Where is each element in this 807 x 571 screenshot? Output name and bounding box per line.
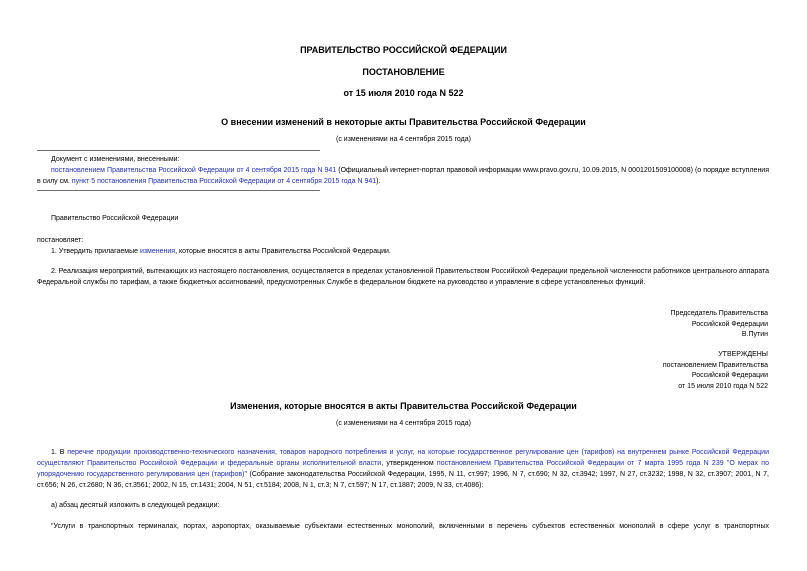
link-price-regulation-list[interactable]: перечне продукции производственно-технического назначения, товаров народного потребления и услуг, на которые государственное регулирование цен (тарифов) на внутреннем рынке Российской Федерации осуществляют Правительство Российской Федерации и федеральные органы исполнительной власти [37, 449, 769, 467]
header-decree: ПОСТАНОВЛЕНИЕ [362, 67, 445, 77]
changes-text-1: (Официальный интернет-портал правовой информации www.pravo.gov.ru, 10.09.2015, N 0001201509100008) (о порядке вступления в силу см. [37, 167, 770, 185]
approved-line-1: УТВЕРЖДЕНЫ [718, 351, 768, 358]
header-date: от 15 июля 2010 года N 522 [343, 88, 464, 98]
link-decree-941[interactable]: постановлением Правительства Российской Федерации от 4 сентября 2015 года N 941 [51, 167, 337, 174]
approved-block [663, 350, 768, 392]
changes-intro: Документ с изменениями, внесенными: [51, 156, 180, 163]
header-government: ПРАВИТЕЛЬСТВО РОССИЙСКОЙ ФЕДЕРАЦИИ [300, 45, 507, 55]
section-item-1: 1. В перечне продукции производственно-технического назначения, товаров народного потребления и услуг, на которые государственное регулирование цен (тарифов) на внутреннем рынке Российской Федерации осуществляют Правительство Российской Федерации и федеральные органы исполнительной власти, утвержденном постановлением Правительства Российской Федерации от 7 марта 1995 года N 239 "О мерах по упорядочению государственного регулирования цен (тарифов)" (Собрание законодательства Российской Федерации, 1995, N 11, ст.997; 1996, N 7, ст.690; N 32, ст.3942; 1997, N 27, ст.3232; 1998, N 32, ст.3907; 2001, N 7, ст.656; N 26, ст.2680; N 36, ст.3561; 2002, N 15, ст.1431; 2004, N 51, ст.5184; 2008, N 1, ст.3; N 7, ст.597; N 17, ст.1887; 2009, N 33, ст.4086): [37, 449, 769, 489]
link-changes[interactable]: изменения [139, 248, 176, 255]
signature-block [671, 309, 768, 341]
approved-line-4: от 15 июля 2010 года N 522 [678, 382, 768, 390]
decides-line: постановляет: [37, 237, 84, 244]
signature-line-2: Российской Федерации [691, 320, 768, 328]
government-line: Правительство Российской Федерации [51, 215, 179, 222]
divider-bottom [37, 190, 320, 191]
approved-line-3: Российской Федерации [691, 372, 768, 379]
document-subtitle: (с изменениями на 4 сентября 2015 года) [336, 136, 471, 143]
section-item-a: а) абзац десятый изложить в следующей редакции: [51, 502, 220, 509]
section-quote: "Услуги в транспортных терминалах, портах, аэропортах, оказываемые субъектами естественных монополий, включенными в перечень субъектов естественных монополий в сфере услуг в транспортных [51, 523, 769, 530]
link-decree-941-item5[interactable]: пункт 5 постановления Правительства Российской Федерации от 4 сентября 2015 года N 941 [71, 178, 377, 185]
signature-line-1: Председатель Правительства [670, 310, 768, 317]
changes-text-2: ). [376, 178, 381, 185]
changes-details [37, 165, 769, 187]
document-title: О внесении изменений в некоторые акты Правительства Российской Федерации [221, 117, 586, 127]
divider-top [37, 150, 320, 151]
approved-line-2: постановлением Правительства [662, 361, 768, 369]
link-decree-239[interactable]: постановлением Правительства Российской Федерации от 7 марта 1995 года N 239 "О мерах по упорядочению государственного регулирования цен (тарифов)" [37, 460, 769, 478]
signature-line-3: В.Путин [741, 331, 768, 338]
section-subtitle: (с изменениями на 4 сентября 2015 года) [336, 420, 471, 427]
paragraph-2: 2. Реализация мероприятий, вытекающих из настоящего постановления, осуществляется в пределах установленной Правительством Российской Федерации предельной численности работников центрального аппарата Федеральной службы по тарифам, а также бюджетных ассигнований, предусмотренных Службе в федеральном бюджете на руководство и управление в сфере установленных функций. [37, 268, 769, 286]
paragraph-1: 1. Утвердить прилагаемые изменения, которые вносятся в акты Правительства Российской Федерации. [51, 248, 391, 255]
section-title: Изменения, которые вносятся в акты Правительства Российской Федерации [230, 401, 577, 411]
